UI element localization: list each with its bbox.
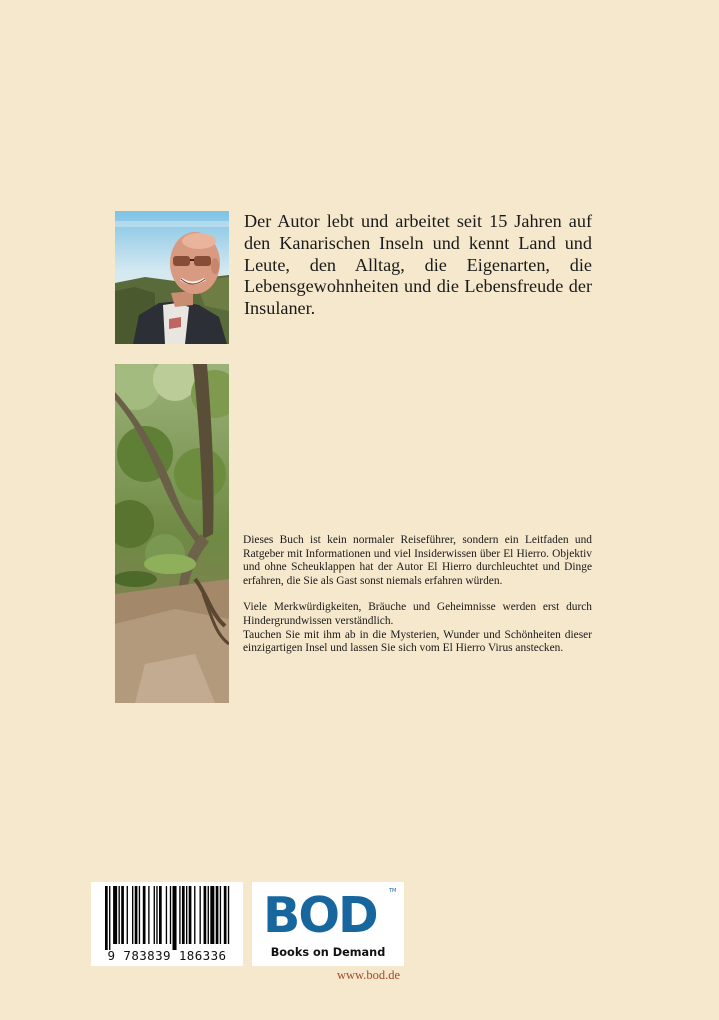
barcode-bar <box>170 886 171 944</box>
author-bio-text: Der Autor lebt und arbeitet seit 15 Jahren auf den Kanarischen Inseln und kennt Land und Leute, den Alltag, die Eigenarten, die Lebensgewohnheiten und die Lebensfreude der Insulaner. <box>244 211 592 319</box>
bod-logo-text: BOD <box>263 887 377 944</box>
barcode-bar <box>189 886 192 944</box>
barcode-bar <box>173 886 177 950</box>
barcode-bar <box>228 886 229 944</box>
barcode-bar <box>105 886 108 950</box>
barcode-bar <box>166 886 167 944</box>
barcode-bar <box>216 886 219 944</box>
trademark-mark: TM <box>389 888 397 894</box>
description-paragraph-1: Dieses Buch ist kein normaler Reiseführer, sondern ein Leitfaden und Ratgeber mit Informationen und viel Insiderwissen über El Hierro. Objektiv und ohne Scheuklappen hat der Autor El Hierro durchleuchtet und Dinge erfahren, die Sie als Gast sonst niemals erfahren würden. <box>243 534 592 587</box>
barcode-bar <box>208 886 209 944</box>
barcode-bar <box>127 886 128 944</box>
isbn-barcode <box>91 882 243 966</box>
barcode-bar <box>119 886 120 944</box>
barcode-bar <box>159 886 162 944</box>
barcode-digits: 9 783839 186336 <box>107 948 227 963</box>
author-photo <box>115 211 229 344</box>
description-paragraph-3: Tauchen Sie mit ihm ab in die Mysterien, Wunder und Schönheiten dieser einzigartigen Insel und lassen Sie sich vom El Hierro Virus anstecken. <box>243 628 592 655</box>
publisher-url[interactable]: www.bod.de <box>337 968 401 982</box>
forest-photo <box>115 364 229 703</box>
barcode-bar <box>156 886 157 944</box>
barcode-bar <box>210 886 214 944</box>
barcode-bar <box>121 886 124 944</box>
barcode-bar <box>143 886 146 944</box>
barcode-bar <box>200 886 201 944</box>
barcode-bar <box>194 886 195 944</box>
barcode-bar <box>139 886 140 944</box>
book-description <box>243 534 592 656</box>
barcode-bar <box>186 886 187 944</box>
barcode-bars <box>91 886 243 952</box>
barcode-bar <box>224 886 227 944</box>
barcode-bar <box>109 886 110 950</box>
barcode-bar <box>148 886 149 944</box>
barcode-bar <box>204 886 207 944</box>
barcode-bar <box>182 886 185 944</box>
barcode-bar <box>135 886 138 944</box>
barcode-bar <box>220 886 221 944</box>
description-paragraph-2: Viele Merkwürdigkeiten, Bräuche und Geheimnisse werden erst durch Hindergrundwissen verständlich. <box>243 601 592 627</box>
author-bio <box>244 211 592 320</box>
barcode-bar <box>179 886 180 944</box>
publisher-tagline: Books on Demand <box>270 946 386 959</box>
barcode-bar <box>132 886 133 944</box>
barcode-bar <box>154 886 155 944</box>
barcode-bar <box>113 886 117 944</box>
publisher-logo <box>252 882 404 966</box>
